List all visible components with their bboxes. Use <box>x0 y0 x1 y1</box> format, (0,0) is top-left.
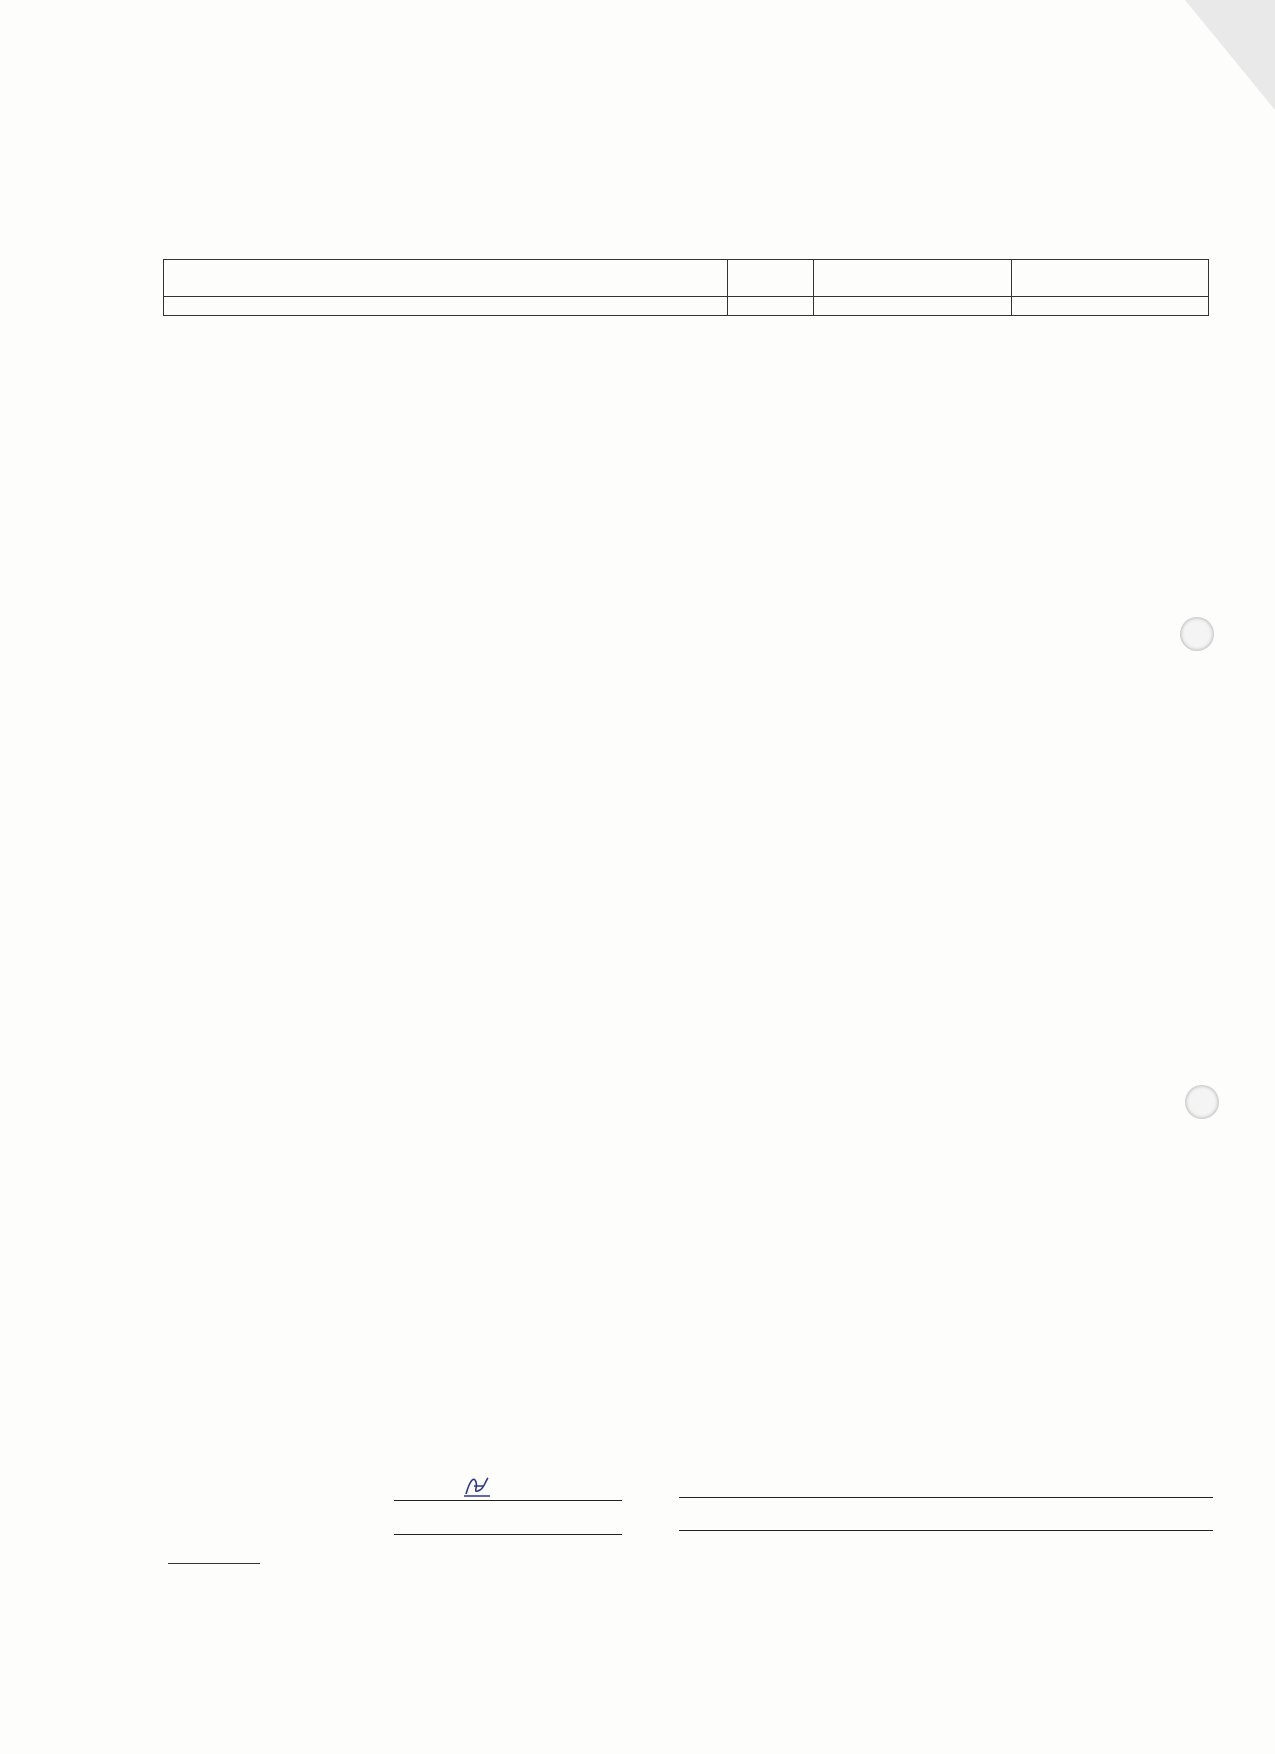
header-code <box>728 260 814 297</box>
punch-hole <box>1185 1085 1219 1119</box>
table-header-row <box>164 260 1209 297</box>
colnum-1 <box>164 297 728 316</box>
footnote-separator <box>168 1563 260 1564</box>
column-numbers-row <box>164 297 1209 316</box>
liabilities-table <box>163 259 1209 316</box>
colnum-2 <box>728 297 814 316</box>
folded-corner <box>1185 0 1275 110</box>
director-name-line <box>679 1497 1213 1498</box>
accountant-name-line <box>679 1530 1213 1531</box>
colnum-3 <box>814 297 1012 316</box>
header-start <box>814 260 1012 297</box>
director-signature-line <box>394 1500 622 1501</box>
colnum-4 <box>1012 297 1209 316</box>
header-liability <box>164 260 728 297</box>
accountant-signature-line <box>394 1534 622 1535</box>
punch-hole <box>1180 617 1214 651</box>
handwritten-signature <box>460 1472 494 1502</box>
header-end <box>1012 260 1209 297</box>
